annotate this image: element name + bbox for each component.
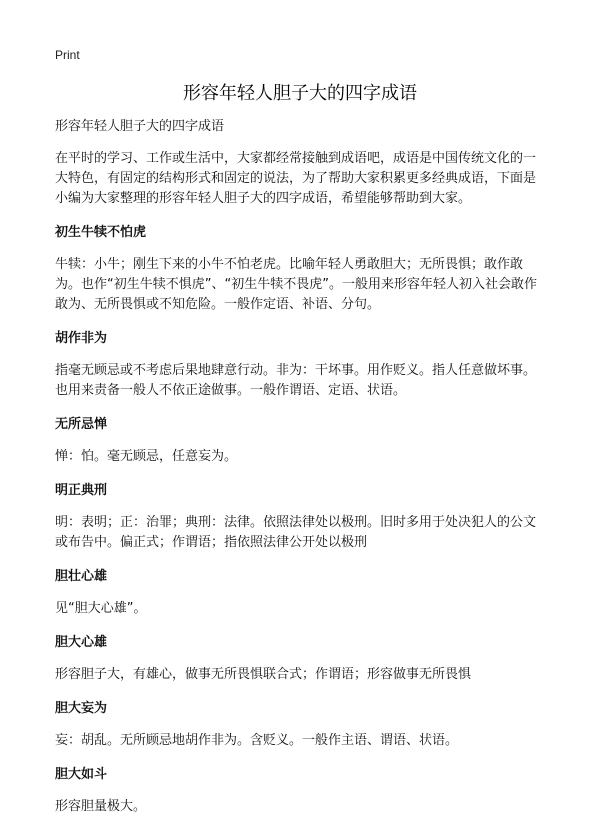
- idiom-section-mingzheng-dianxing: [55, 481, 545, 553]
- idiom-section-chusheng-niudu: [55, 223, 545, 315]
- section-heading: 初生牛犊不怕虎: [55, 225, 147, 240]
- section-body: 惮：怕。毫无顾忌，任意妄为。: [55, 449, 238, 464]
- section-heading: 胆大妄为: [55, 701, 108, 716]
- idiom-section-danda-rudou: [55, 765, 545, 817]
- section-heading: 胆大心雄: [55, 635, 108, 650]
- section-body: 牛犊：小牛；刚生下来的小牛不怕老虎。比喻年轻人勇敢胆大；无所畏惧；敢作敢为。也作“初生牛犊不惧虎”、“初生牛犊不畏虎”。一般用来形容年轻人初入社会敢作敢为、无所畏惧或不知危险。一般作定语、补语、分句。: [55, 257, 537, 312]
- idiom-section-wusuo-jidan: [55, 415, 545, 467]
- section-body: 明：表明；正：治罪；典刑：法律。依照法律处以极刑。旧时多用于处决犯人的公文或布告中。偏正式；作谓语；指依照法律公开处以极刑: [55, 515, 537, 550]
- intro-paragraph: 在平时的学习、工作或生活中，大家都经常接触到成语吧，成语是中国传统文化的一大特色，有固定的结构形式和固定的说法，为了帮助大家积累更多经典成语，下面是小编为大家整理的形容年轻人胆子大的四字成语，希望能够帮助到大家。: [55, 151, 537, 206]
- idiom-section-huzuo-feiwei: [55, 329, 545, 401]
- section-body: 见“胆大心雄”。: [55, 601, 147, 616]
- document-subtitle: 形容年轻人胆子大的四字成语: [55, 119, 225, 134]
- section-body: 妄：胡乱。无所顾忌地胡作非为。含贬义。一般作主语、谓语、状语。: [55, 733, 459, 748]
- section-heading: 胡作非为: [55, 331, 108, 346]
- page-title: 形容年轻人胆子大的四字成语: [183, 83, 417, 104]
- section-body: 形容胆量极大。: [55, 799, 147, 814]
- section-body: 指毫无顾忌或不考虑后果地肆意行动。非为：干坏事。用作贬义。指人任意做坏事。也用来责备一般人不依正途做事。一般作谓语、定语、状语。: [55, 363, 537, 398]
- section-heading: 胆大如斗: [55, 767, 108, 782]
- idiom-section-danda-xinxiong: [55, 633, 545, 685]
- section-heading: 明正典刑: [55, 483, 108, 498]
- idiom-section-danda-wangwei: [55, 699, 545, 751]
- idiom-section-danzhuang-xinxiong: [55, 567, 545, 619]
- section-body: 形容胆子大，有雄心，做事无所畏惧联合式；作谓语；形容做事无所畏惧: [55, 667, 472, 682]
- section-heading: 胆壮心雄: [55, 569, 108, 584]
- section-heading: 无所忌惮: [55, 417, 108, 432]
- print-link[interactable]: Print: [55, 48, 80, 62]
